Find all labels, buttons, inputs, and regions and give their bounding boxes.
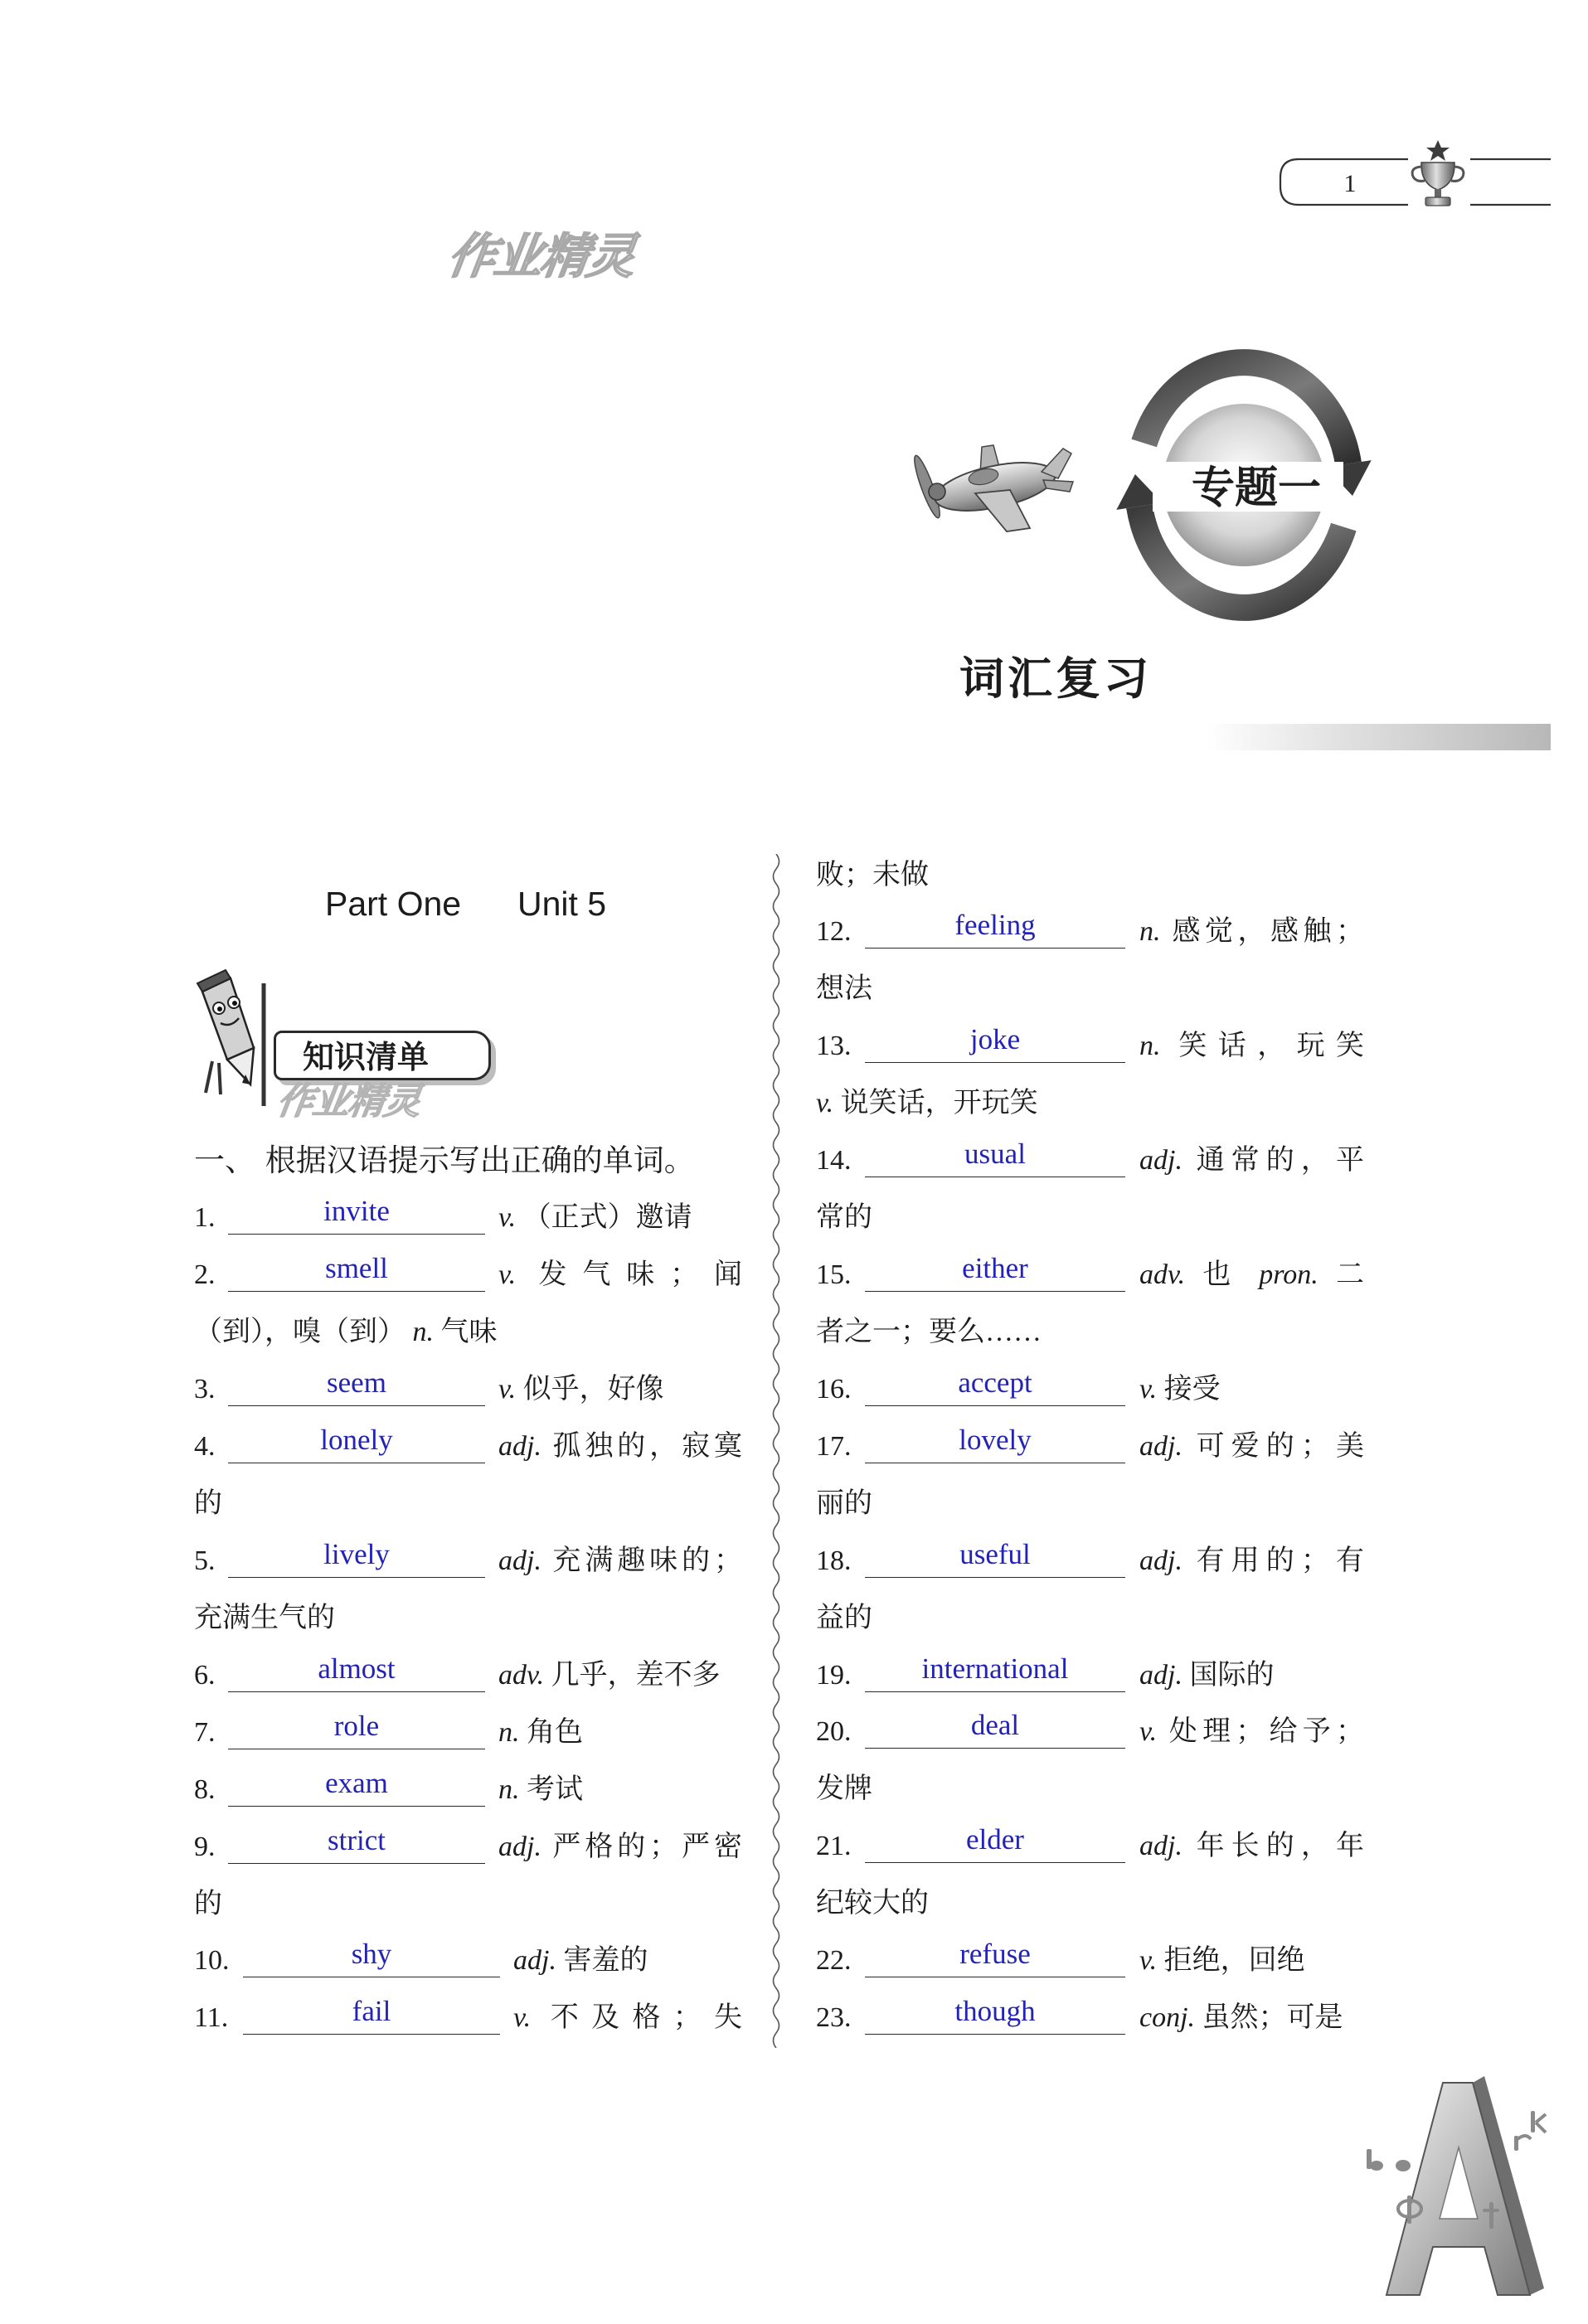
definition-continuation <box>816 1766 1364 1812</box>
definition-continuation <box>816 1309 1364 1356</box>
definition <box>1139 1995 1364 2041</box>
answer-text: lively <box>323 1537 390 1570</box>
meaning-text: 的 <box>194 1888 222 1919</box>
answer-text: deal <box>970 1709 1020 1742</box>
answer-text: fail <box>352 1995 391 2028</box>
exercise-instruction: 一、 根据汉语提示写出正确的单词。 <box>194 1143 695 1178</box>
answer-blank <box>228 1767 485 1807</box>
part-of-speech: n. <box>412 1317 434 1348</box>
item-number: 16. <box>816 1373 852 1405</box>
item-number: 10. <box>194 1945 230 1977</box>
item-row <box>0 1995 1588 2041</box>
section-title: 词汇复习 <box>959 654 1152 704</box>
meaning-text: 虽然；可是 <box>1202 2002 1343 2034</box>
part-of-speech: adj. <box>1139 1831 1183 1862</box>
answer-text: elder <box>966 1823 1024 1856</box>
meaning-text: 拒绝，回绝 <box>1163 1945 1305 1977</box>
answer-text: almost <box>318 1652 396 1685</box>
item-number: 11. <box>194 2002 229 2034</box>
answer-text: strict <box>328 1823 386 1856</box>
answer-text: seem <box>327 1366 386 1400</box>
meaning-text: 有用的；有 <box>1196 1545 1364 1576</box>
part-of-speech: v. <box>498 1202 517 1234</box>
item-number: 21. <box>816 1831 852 1862</box>
item-row <box>0 1424 1588 1470</box>
part-of-speech: v. <box>1139 1716 1158 1748</box>
answer-text: joke <box>969 1023 1021 1056</box>
item-number: 19. <box>816 1659 852 1691</box>
knowledge-list-label: 知识清单 <box>274 1031 491 1080</box>
definition <box>1139 1023 1364 1070</box>
answer-text: exam <box>325 1766 388 1799</box>
definition-continuation <box>816 1880 1364 1927</box>
part-of-speech: adj. <box>498 1431 541 1463</box>
answer-text: accept <box>958 1366 1032 1399</box>
part-of-speech: adj. <box>513 1945 556 1977</box>
item-number: 7. <box>194 1716 216 1748</box>
meaning-text: 益的 <box>816 1602 872 1633</box>
item-number: 1. <box>194 1202 216 1234</box>
meaning-text: 气味 <box>440 1317 498 1348</box>
answer-text: though <box>954 1995 1036 2028</box>
part-of-speech: v. <box>1139 1373 1158 1405</box>
meaning-text: 处理；给予； <box>1168 1716 1364 1748</box>
item-number: 17. <box>816 1430 852 1462</box>
answer-text: usual <box>964 1138 1026 1171</box>
answer-text: feeling <box>954 909 1036 942</box>
meaning-text: 者之一；要么…… <box>816 1316 1042 1347</box>
answer-blank <box>865 1995 1125 2035</box>
part-of-speech: v. <box>816 1088 834 1119</box>
definition <box>1139 1823 1364 1870</box>
item-number: 6. <box>194 1659 216 1691</box>
meaning-text: 考试 <box>527 1773 583 1805</box>
page-number: 1 <box>1343 170 1357 197</box>
answer-text: lovely <box>959 1423 1032 1456</box>
item-row <box>0 1366 1588 1413</box>
answer-blank <box>865 909 1125 949</box>
answer-text: role <box>333 1709 380 1742</box>
part-of-speech: adj. <box>498 1831 541 1862</box>
item-number: 18. <box>816 1545 852 1576</box>
meaning-text: 不及格；失 <box>550 2002 742 2034</box>
definition <box>1139 1366 1364 1413</box>
meaning-text: 败；未做 <box>816 859 929 890</box>
answer-text: refuse <box>959 1938 1031 1971</box>
meaning-text: 二 <box>1336 1259 1364 1290</box>
meaning-text: 充满生气的 <box>194 1602 335 1633</box>
item-number: 5. <box>194 1545 216 1576</box>
meaning-text: 孤独的，寂寞 <box>552 1431 742 1463</box>
meaning-text: 丽的 <box>816 1487 872 1519</box>
definition <box>1139 1709 1364 1755</box>
item-number: 2. <box>194 1259 216 1291</box>
answer-text: invite <box>323 1195 390 1228</box>
item-number: 23. <box>816 2002 852 2034</box>
definition <box>1139 1424 1364 1470</box>
part-of-speech: adv. <box>1139 1259 1186 1290</box>
letter-a-decoration <box>1360 2063 1559 2312</box>
answer-blank <box>865 1138 1125 1177</box>
answer-blank <box>865 1366 1125 1406</box>
answer-text: smell <box>325 1252 388 1285</box>
answer-blank <box>865 1709 1125 1749</box>
meaning-text: 说笑话，开玩笑 <box>840 1088 1038 1119</box>
item-row <box>0 1652 1588 1699</box>
answer-text: either <box>962 1252 1028 1284</box>
definition-continuation <box>194 1309 742 1356</box>
definition <box>1139 1138 1364 1184</box>
meaning-text: 可爱的；美 <box>1196 1430 1364 1462</box>
meaning-text: 几乎，差不多 <box>551 1659 721 1691</box>
watermark: 作业精灵 <box>444 228 639 284</box>
meaning-text: 似乎，好像 <box>522 1374 664 1405</box>
meaning-text: 发牌 <box>816 1773 872 1805</box>
item-row <box>0 1023 1588 1070</box>
item-number: 14. <box>816 1145 852 1177</box>
part-of-speech: pron. <box>1259 1259 1318 1290</box>
item-number: 8. <box>194 1773 216 1805</box>
part-of-speech: adj. <box>1139 1659 1183 1691</box>
meaning-text: 通常的，平 <box>1196 1145 1364 1177</box>
meaning-text: 的 <box>194 1488 222 1520</box>
meaning-text: （正式）邀请 <box>522 1202 692 1234</box>
answer-text: shy <box>351 1938 392 1971</box>
part-of-speech: n. <box>1139 916 1161 948</box>
part-of-speech: n. <box>498 1716 520 1748</box>
item-row <box>0 1252 1588 1298</box>
item-row <box>0 1938 1588 1984</box>
definition-continuation <box>816 1481 1364 1527</box>
answer-blank <box>865 1652 1125 1692</box>
item-number: 12. <box>816 916 852 948</box>
item-number: 15. <box>816 1259 852 1290</box>
definition <box>1139 909 1364 955</box>
definition <box>498 1767 742 1813</box>
part-of-speech: n. <box>1139 1031 1161 1062</box>
part-of-speech: n. <box>498 1773 520 1805</box>
answer-blank <box>228 1195 485 1235</box>
definition-continuation <box>194 1881 742 1928</box>
part-of-speech: adj. <box>1139 1145 1183 1177</box>
item-row <box>0 1138 1588 1184</box>
part-of-speech: adj. <box>1139 1545 1183 1576</box>
item-number: 3. <box>194 1374 216 1405</box>
answer-blank <box>865 1252 1125 1292</box>
meaning-text: 笑话，玩笑 <box>1178 1031 1364 1062</box>
definition-continuation <box>816 1595 1364 1642</box>
part-of-speech: adv. <box>498 1659 545 1691</box>
definition <box>498 1195 742 1241</box>
meaning-text: 发气味；闻 <box>538 1259 742 1291</box>
part-of-speech: adj. <box>498 1545 541 1576</box>
answer-text: international <box>921 1652 1069 1685</box>
part-of-speech: v. <box>498 1374 517 1405</box>
item-number: 22. <box>816 1945 852 1977</box>
column-divider <box>763 854 789 2048</box>
meaning-text: 也 <box>1202 1259 1242 1290</box>
part-of-speech: adj. <box>1139 1430 1183 1462</box>
item-row <box>0 1709 1588 1755</box>
topic-label: 专题一 <box>1191 463 1321 513</box>
answer-text: useful <box>959 1537 1031 1570</box>
definition-continuation <box>816 1080 1364 1127</box>
meaning-text: 接受 <box>1163 1373 1221 1405</box>
part-of-speech: v. <box>513 2002 532 2034</box>
meaning-text: 国际的 <box>1189 1659 1275 1691</box>
item-number: 20. <box>816 1716 852 1748</box>
meaning-text: 纪较大的 <box>816 1888 929 1919</box>
definition-continuation <box>194 1481 742 1527</box>
item-number: 4. <box>194 1431 216 1463</box>
answer-blank <box>865 1023 1125 1063</box>
answer-blank <box>865 1938 1125 1977</box>
definition-continuation <box>816 852 1364 899</box>
meaning-text: 常的 <box>816 1202 872 1234</box>
meaning-text: 角色 <box>527 1716 583 1748</box>
part-name: Part One <box>325 885 462 923</box>
meaning-text: 充满趣味的； <box>552 1545 742 1576</box>
meaning-text: 想法 <box>816 973 872 1005</box>
definition-continuation <box>816 966 1364 1012</box>
meaning-text: （到），嗅（到） <box>194 1317 405 1348</box>
item-row <box>0 909 1588 955</box>
definition <box>1139 1538 1364 1584</box>
definition <box>1139 1652 1364 1699</box>
part-of-speech: v. <box>1139 1945 1158 1977</box>
definition-continuation <box>816 1195 1364 1241</box>
definition-continuation <box>194 1595 742 1642</box>
meaning-text: 害羞的 <box>563 1945 648 1977</box>
part-of-speech: v. <box>498 1259 517 1291</box>
answer-blank <box>865 1538 1125 1578</box>
definition <box>1139 1252 1364 1298</box>
unit-name: Unit 5 <box>517 885 607 923</box>
item-row <box>0 1538 1588 1584</box>
item-number: 13. <box>816 1031 852 1062</box>
meaning-text: 严格的；严密 <box>552 1831 742 1862</box>
answer-blank <box>865 1424 1125 1463</box>
answer-blank <box>865 1823 1125 1863</box>
answer-text: lonely <box>320 1424 393 1457</box>
letter-a-icon <box>1386 2076 1544 2295</box>
part-of-speech: conj. <box>1139 2002 1196 2034</box>
item-number: 9. <box>194 1831 216 1862</box>
meaning-text: 感觉，感触； <box>1172 916 1364 948</box>
definition <box>1139 1938 1364 1984</box>
meaning-text: 年长的，年 <box>1196 1831 1364 1862</box>
item-row <box>0 1823 1588 1870</box>
watermark: 作业精灵 <box>274 1080 423 1123</box>
